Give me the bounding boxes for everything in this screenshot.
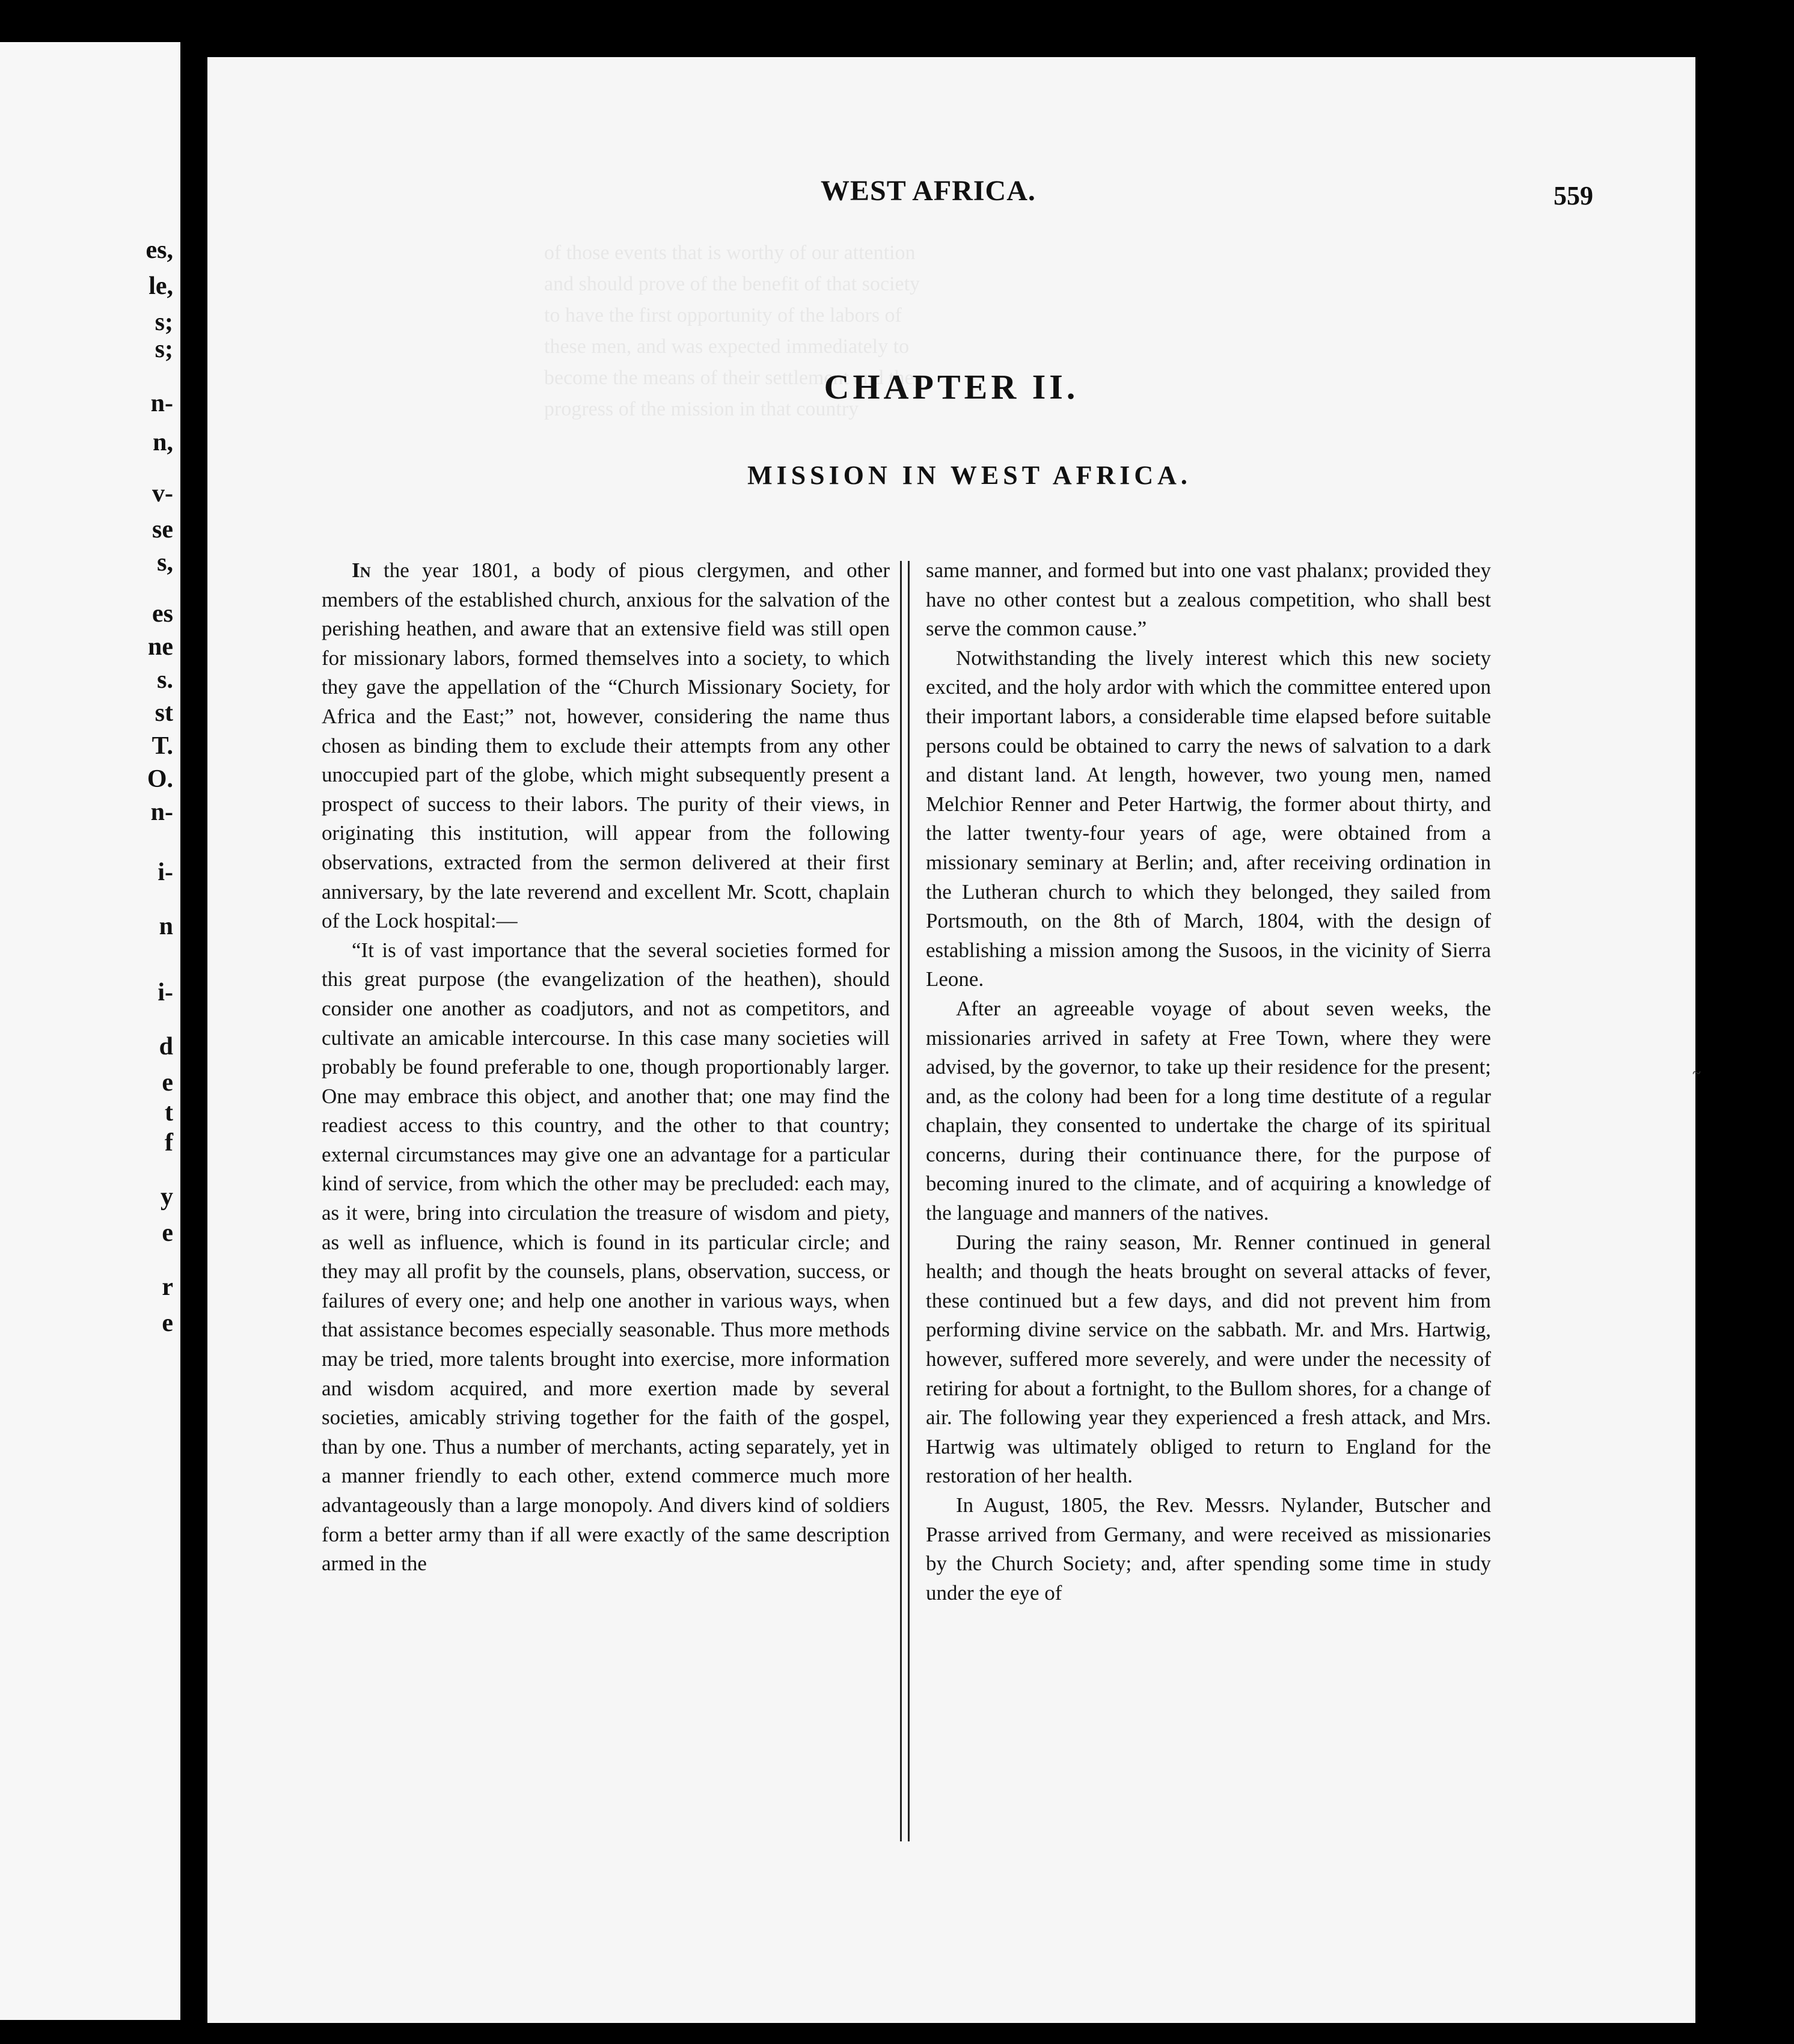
facing-page-fragment: f [165, 1129, 173, 1157]
facing-page-fragment: i- [158, 979, 173, 1006]
facing-page-fragment: d [159, 1033, 173, 1060]
facing-page-fragment: n- [150, 390, 173, 417]
margin-mark: ~ [1692, 1064, 1701, 1082]
facing-page-fragment: t [165, 1099, 173, 1127]
paragraph [322, 556, 890, 936]
facing-page-fragment: es [152, 600, 173, 628]
paragraph: Notwithstanding the lively interest which this new society excited, and the holy ardor with which the committee entered upon their important labors, a considerable time elapsed before suitable persons could be obtained to carry the news of salvation to a dark and distant land. At length, however, two young men, named Melchior Renner and Peter Hartwig, the former about thirty, and the latter twenty-four years of age, were obtained from a missionary seminary at Berlin; and, after receiving ordination in the Lutheran church to which they belonged, they sailed from Portsmouth, on the 8th of March, 1804, with the design of establishing a mission among the Susoos, in the vicinity of Sierra Leone. [926, 646, 1491, 991]
paragraph: “It is of vast importance that the several societies formed for this great purpose (the evangelization of the heathen), should consider one another as coadjutors, and not as competitors, and cultivate an amicable intercourse. In this case many societies will probably be found preferable to one, though proportionably larger. One may embrace this object, and another that; one may find the readiest access to this country, and the other to that country; external circumstances may give one an advantage for a particular kind of service, from which the other may be precluded: each may, as it were, bring into circulation the treasure of wisdom and piety, as well as influence, which is found in its particular circle; and they may all profit by the counsels, plans, observation, success, or failures of every one; and help one another in various ways, when that assistance becomes especially seasonable. Thus more methods may be tried, more talents brought into exercise, more information and wisdom acquired, and more exertion made by several societies, amicably striving together for the faith of the gospel, than by one. Thus a number of merchants, acting separately, yet in a manner friendly to each other, extend commerce much more advantageously than a large monopoly. And divers kind of soldiers form a better army than if all were exactly of the same description armed in the [322, 938, 890, 1576]
facing-page-fragment: y [161, 1183, 173, 1211]
facing-page-fragment: O. [147, 765, 173, 793]
paragraph: In August, 1805, the Rev. Messrs. Nylander, Butscher and Prasse arrived from Germany, and were received as missionaries by the Church Society; and, after spending some time in study under the eye of [926, 1493, 1491, 1605]
facing-page-fragment: s, [157, 549, 173, 577]
facing-page-fragment: s; [155, 308, 173, 336]
facing-page-fragment: r [162, 1273, 173, 1301]
facing-page-fragment: n [159, 913, 173, 940]
facing-page-fragment: st [155, 699, 173, 727]
facing-page-edge [0, 42, 180, 2020]
running-head: WEST AFRICA. [821, 175, 1036, 207]
text-column-left [322, 556, 890, 1579]
page-number: 559 [1554, 181, 1593, 210]
facing-page-fragment: es, [145, 236, 173, 264]
facing-page-fragment: v- [152, 480, 173, 507]
paragraph: same manner, and formed but into one vast phalanx; provided they have no other contest but a zealous competition, who shall best serve the common cause.” [926, 558, 1491, 641]
paragraph: After an agreeable voyage of about seven weeks, the missionaries arrived in safety at Free Town, where they were advised, by the governor, to take up their residence for the present; and, as the colony had been for a long time destitute of a regular chaplain, they consented to undertake the charge of its spiritual concerns, during their continuance there, for the purpose of becoming inured to the climate, and of acquiring a knowledge of the language and manners of the natives. [926, 996, 1491, 1225]
facing-page-fragment: le, [148, 272, 173, 300]
facing-page-fragment: e [162, 1309, 173, 1337]
show-through-text: of those events that is worthy of our attention and should prove of the benefit of that society to have the first opportunity of the labors of these men, and was expected immediately to become the means of their settlement and the progress of the mission in that country [544, 242, 920, 420]
section-heading: MISSION IN WEST AFRICA. [747, 461, 1192, 490]
facing-page-fragment: n, [153, 429, 173, 456]
text-column-right [926, 556, 1491, 1608]
facing-page-fragment: s; [155, 335, 173, 363]
drop-cap: In [352, 558, 371, 582]
facing-page-fragment: n- [150, 798, 173, 826]
facing-page-fragment: e [162, 1219, 173, 1247]
paragraph: During the rainy season, Mr. Renner continued in general health; and though the heats brought on several attacks of fever, these continued but a few days, and did not prevent him from performing divine service on the sabbath. Mr. and Mrs. Hartwig, however, suffered more severely, and were under the necessity of retiring for about a fortnight, to the Bullom shores, for a change of air. The following year they experienced a fresh attack, and Mrs. Hartwig was ultimately obliged to return to England for the restoration of her health. [926, 1230, 1491, 1488]
facing-page-fragment: T. [152, 732, 173, 760]
facing-page-fragment: ne [148, 633, 173, 661]
book-page [207, 57, 1701, 2023]
chapter-heading: CHAPTER II. [824, 367, 1079, 406]
facing-page-fragment: s. [157, 666, 173, 694]
column-rule [900, 561, 910, 1841]
facing-page-fragment: e [162, 1069, 173, 1097]
facing-page-fragment: se [152, 516, 173, 543]
facing-page-fragment: i- [158, 858, 173, 886]
paragraph-text: the year 1801, a body of pious clergymen, and other members of the established church, anxious for the salvation of the perishing heathen, and aware that an extensive field was still open for missionary labors, formed themselves into a society, to which they gave the appellation of the “Church Missionary Society, for Africa and the East;” not, however, considering the name thus chosen as binding them to exclude their attempts from any other unoccupied part of the globe, which might subsequently present a prospect of success to their labors. The purity of their views, in originating this institution, will appear from the following observations, extracted from the sermon delivered at their first anniversary, by the late reverend and excellent Mr. Scott, chaplain of the Lock hospital:— [322, 558, 890, 933]
